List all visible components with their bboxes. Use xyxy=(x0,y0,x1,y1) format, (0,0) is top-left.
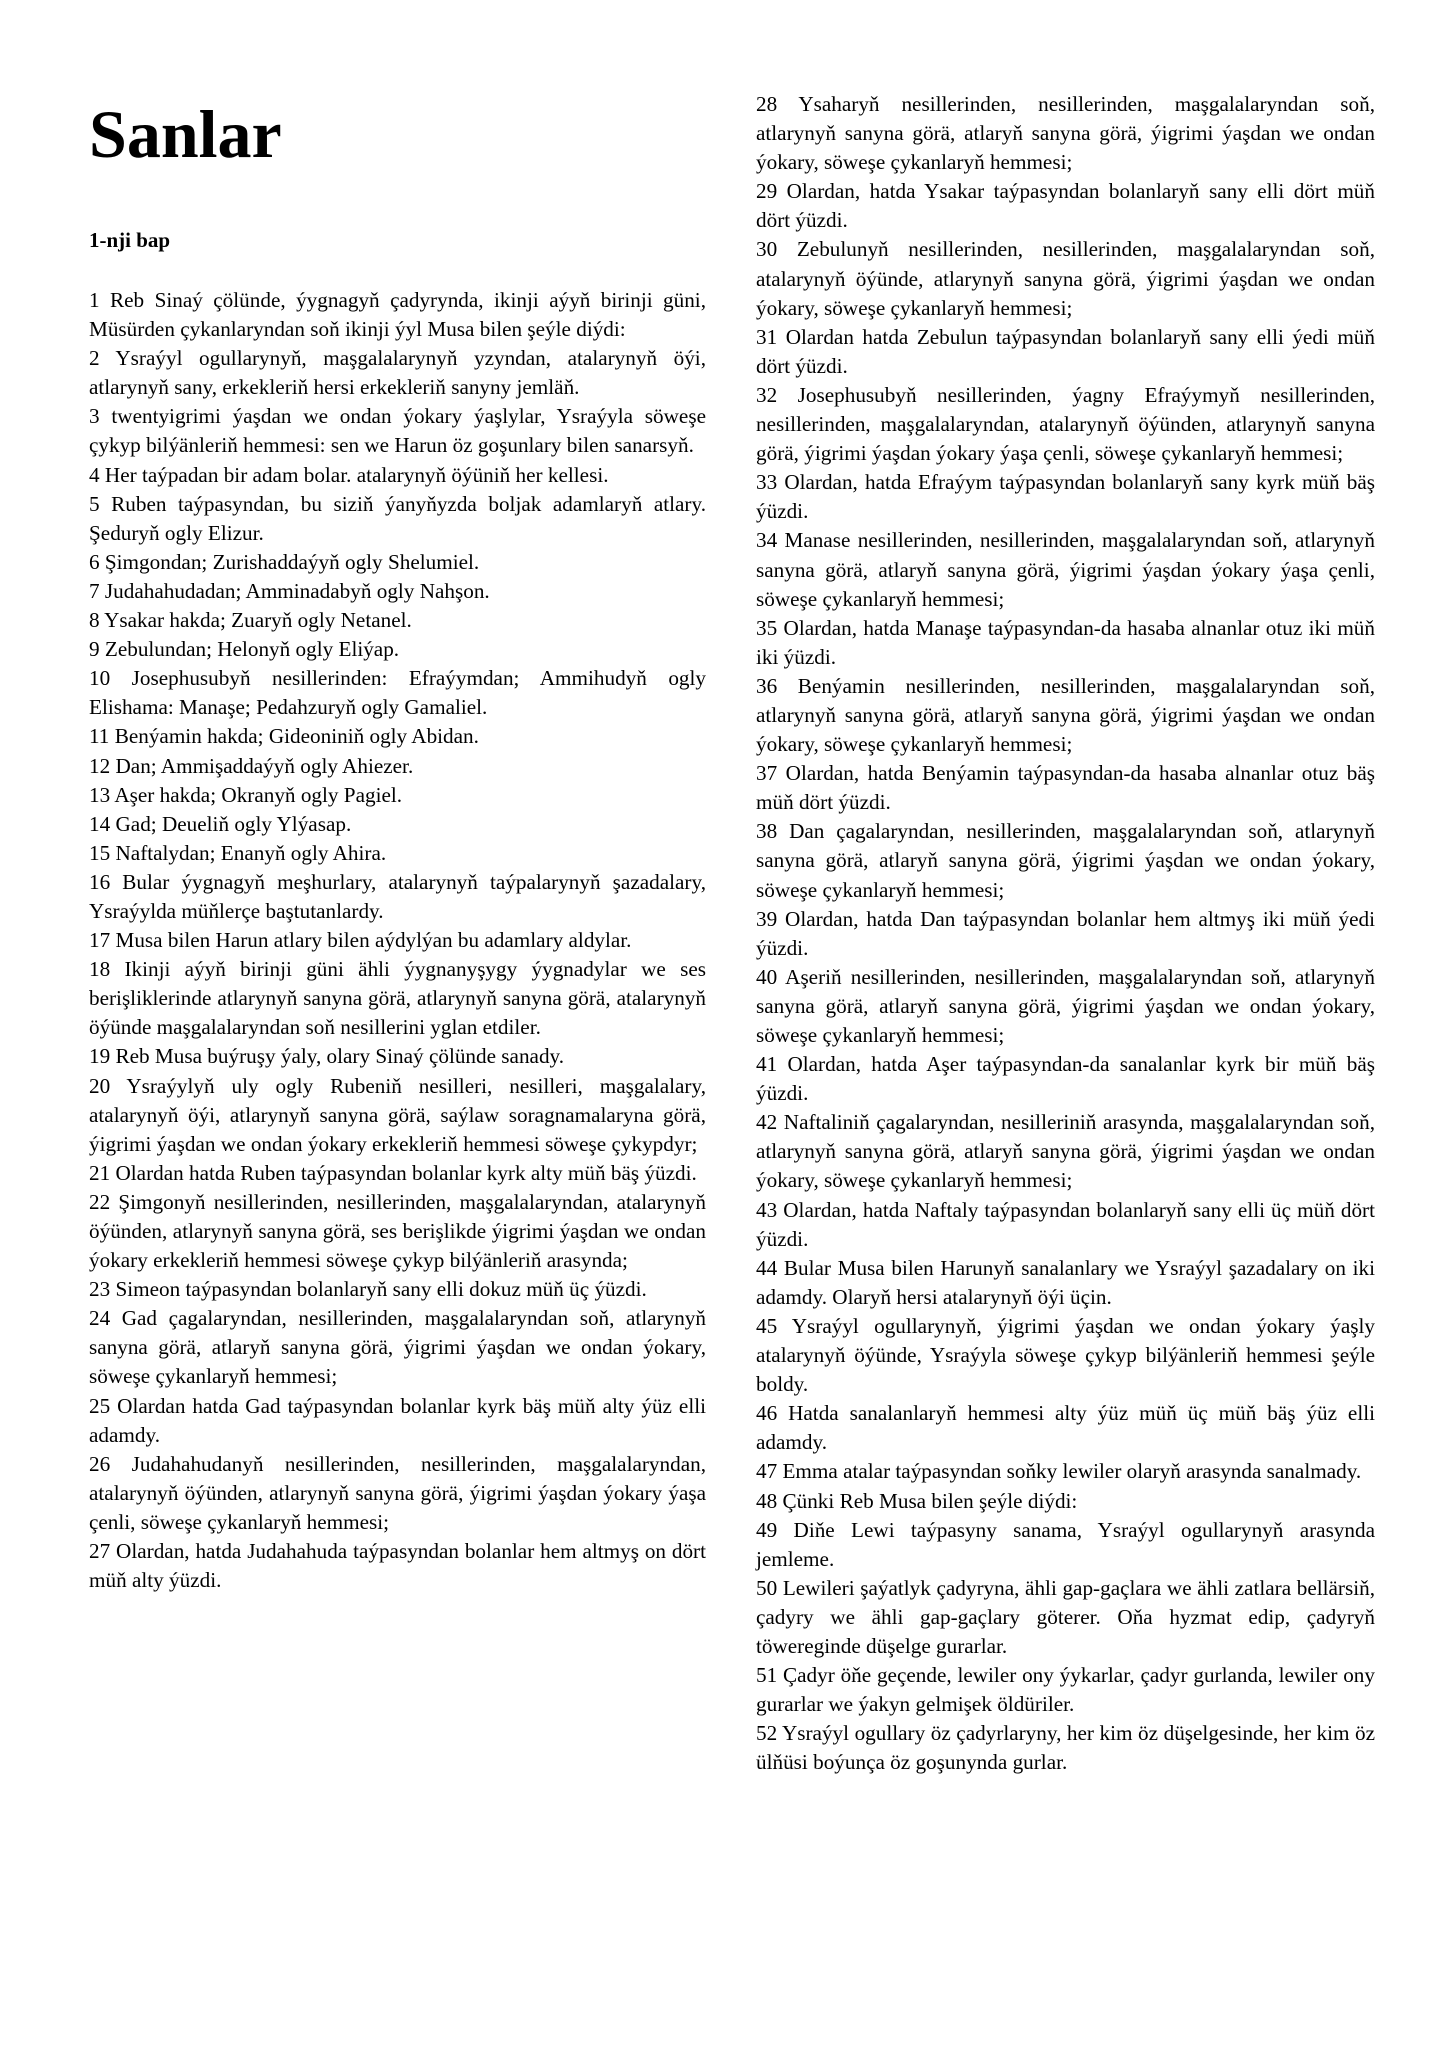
verse-paragraph: 31 Olardan hatda Zebulun taýpasyndan bolanlaryň sany elli ýedi müň dört ýüzdi. xyxy=(756,324,1375,378)
verse-paragraph: 10 Josephusubyň nesillerinden: Efraýymdan; Ammihudyň ogly Elishama: Manaşe; Pedahzuryň ogly Gamaliel. xyxy=(89,666,706,720)
verse-paragraph: 30 Zebulunyň nesillerinden, nesillerinden, maşgalalaryndan soň, atalarynyň öýünde, atlarynyň sanyna görä, ýigrimi ýaşdan we ondan ýokary, söweşe çykanlaryň hemmesi; xyxy=(756,237,1375,320)
verse-paragraph: 27 Olardan, hatda Judahahuda taýpasyndan bolanlar hem altmyş on dört müň alty ýüzdi. xyxy=(89,1539,706,1593)
verse-list-left xyxy=(89,286,706,1595)
verse-paragraph: 25 Olardan hatda Gad taýpasyndan bolanlar kyrk bäş müň alty ýüz elli adamdy. xyxy=(89,1393,706,1447)
verse-paragraph: 7 Judahahudadan; Amminadabyň ogly Nahşon. xyxy=(89,578,490,603)
verse-paragraph: 22 Şimgonyň nesillerinden, nesillerinden, maşgalalaryndan, atalarynyň öýünden, atlarynyň sanyna görä, ses berişlikde ýigrimi ýaşdan we ondan ýokary erkekleriň hemmesi söweşe çykyp bilýänleriň arasynda; xyxy=(89,1189,706,1273)
verse-paragraph: 16 Bular ýygnagyň meşhurlary, atalarynyň taýpalarynyň şazadalary, Ysraýylda müňlerçe baştutanlardy. xyxy=(89,869,706,923)
verse-paragraph: 1 Reb Sinaý çölünde, ýygnagyň çadyrynda, ikinji aýyň birinji güni, Müsürden çykanlaryndan soň ikinji ýyl Musa bilen şeýle diýdi: xyxy=(89,288,706,342)
verse-paragraph: 8 Ysakar hakda; Zuaryň ogly Netanel. xyxy=(89,608,412,633)
verse-paragraph: 40 Aşeriň nesillerinden, nesillerinden, maşgalalaryndan soň, atlarynyň sanyna görä, atlaryň sanyna görä, ýigrimi ýaşdan we ondan ýokary, söweşe çykanlaryň hemmesi; xyxy=(756,964,1375,1047)
verse-paragraph: 43 Olardan, hatda Naftaly taýpasyndan bolanlaryň sany elli üç müň dört ýüzdi. xyxy=(756,1197,1375,1251)
verse-paragraph: 9 Zebulundan; Helonyň ogly Eliýap. xyxy=(89,637,400,662)
verse-paragraph: 51 Çadyr öňe geçende, lewiler ony ýykarlar, çadyr gurlanda, lewiler ony gurarlar we ýakyn gelmişek öldüriler. xyxy=(756,1663,1375,1717)
verse-paragraph: 2 Ysraýyl ogullarynyň, maşgalalarynyň yzyndan, atalarynyň öýi, atlarynyň sany, erkekleriň hersi erkekleriň sanyny jemläň. xyxy=(89,346,706,400)
verse-paragraph: 3 twentyigrimi ýaşdan we ondan ýokary ýaşlylar, Ysraýyla söweşe çykyp bilýänleriň hemmesi: sen we Harun öz goşunlary bilen sanarsyň. xyxy=(89,404,706,458)
verse-list-right xyxy=(756,90,1375,1777)
verse-paragraph: 4 Her taýpadan bir adam bolar. atalarynyň öýüniň her kellesi. xyxy=(89,462,609,487)
verse-paragraph: 29 Olardan, hatda Ysakar taýpasyndan bolanlaryň sany elli dört müň dört ýüzdi. xyxy=(756,179,1375,233)
verse-paragraph: 41 Olardan, hatda Aşer taýpasyndan-da sanalanlar kyrk bir müň bäş ýüzdi. xyxy=(756,1052,1375,1106)
verse-paragraph: 28 Ysaharyň nesillerinden, nesillerinden, maşgalalaryndan soň, atlarynyň sanyna görä, atlaryň sanyna görä, ýigrimi ýaşdan we ondan ýokary, söweşe çykanlaryň hemmesi; xyxy=(756,92,1375,175)
verse-paragraph: 35 Olardan, hatda Manaşe taýpasyndan-da hasaba alnanlar otuz iki müň iki ýüzdi. xyxy=(756,615,1375,669)
verse-paragraph: 52 Ysraýyl ogullary öz çadyrlaryny, her kim öz düşelgesinde, her kim öz ülňüsi boýunça öz goşunynda gurlar. xyxy=(756,1721,1375,1775)
verse-paragraph: 44 Bular Musa bilen Harunyň sanalanlary we Ysraýyl şazadalary on iki adamdy. Olaryň hersi atalarynyň öýi üçin. xyxy=(756,1255,1375,1309)
verse-paragraph: 46 Hatda sanalanlaryň hemmesi alty ýüz müň üç müň bäş ýüz elli adamdy. xyxy=(756,1401,1375,1455)
verse-paragraph: 15 Naftalydan; Enanyň ogly Ahira. xyxy=(89,840,387,865)
right-column xyxy=(756,90,1375,1777)
verse-paragraph: 26 Judahahudanyň nesillerinden, nesillerinden, maşgalalaryndan, atalarynyň öýünden, atlarynyň sanyna görä, ýigrimi ýaşdan ýokary ýaşa çenli, söweşe çykanlaryň hemmesi; xyxy=(89,1451,706,1534)
page-title: Sanlar xyxy=(89,96,282,172)
verse-paragraph: 39 Olardan, hatda Dan taýpasyndan bolanlar hem altmyş iki müň ýedi ýüzdi. xyxy=(756,906,1375,960)
verse-paragraph: 13 Aşer hakda; Okranyň ogly Pagiel. xyxy=(89,782,403,807)
verse-paragraph: 6 Şimgondan; Zurishaddaýyň ogly Shelumiel. xyxy=(89,549,480,574)
verse-paragraph: 20 Ysraýylyň uly ogly Rubeniň nesilleri, nesilleri, maşgalalary, atalarynyň öýi, atlarynyň sanyna görä, saýlaw soragnamalaryna görä, ýigrimi ýaşdan we ondan ýokary erkekleriň hemmesi söweşe çykypdyr; xyxy=(89,1073,706,1156)
verse-paragraph: 17 Musa bilen Harun atlary bilen aýdylýan bu adamlary aldylar. xyxy=(89,928,632,953)
verse-paragraph: 38 Dan çagalaryndan, nesillerinden, maşgalalaryndan soň, atlarynyň sanyna görä, atlaryň sanyna görä, ýigrimi ýaşdan we ondan ýokary, söweşe çykanlaryň hemmesi; xyxy=(756,819,1375,902)
verse-paragraph: 42 Naftaliniň çagalaryndan, nesilleriniň arasynda, maşgalalaryndan soň, atlarynyň sanyna görä, atlaryň sanyna görä, ýigrimi ýaşdan we ondan ýokary, söweşe çykanlaryň hemmesi; xyxy=(756,1110,1375,1193)
chapter-heading: 1-nji bap xyxy=(89,228,171,252)
verse-paragraph: 32 Josephusubyň nesillerinden, ýagny Efraýymyň nesillerinden, nesillerinden, maşgalalaryndan, atalarynyň öýünden, atlarynyň sanyna görä, ýigrimi ýaşdan ýokary ýaşa çenli, söweşe çykanlaryň hemmesi; xyxy=(756,382,1375,466)
verse-paragraph: 47 Emma atalar taýpasyndan soňky lewiler olaryň arasynda sanalmady. xyxy=(756,1459,1362,1484)
verse-paragraph: 48 Çünki Reb Musa bilen şeýle diýdi: xyxy=(756,1488,1078,1513)
verse-paragraph: 33 Olardan, hatda Efraýym taýpasyndan bolanlaryň sany kyrk müň bäş ýüzdi. xyxy=(756,470,1375,524)
verse-paragraph: 34 Manase nesillerinden, nesillerinden, maşgalalaryndan soň, atlarynyň sanyna görä, atlaryň sanyna görä, ýigrimi ýaşdan ýokary ýaşa çenli, söweşe çykanlaryň hemmesi; xyxy=(756,528,1375,611)
verse-paragraph: 50 Lewileri şaýatlyk çadyryna, ähli gap-gaçlara we ähli zatlara bellärsiň, çadyry we ähli gap-gaçlary göterer. Oňa hyzmat edip, çadyryň töwereginde düşelge gurarlar. xyxy=(756,1575,1375,1658)
verse-paragraph: 21 Olardan hatda Ruben taýpasyndan bolanlar kyrk alty müň bäş ýüzdi. xyxy=(89,1160,697,1185)
verse-paragraph: 45 Ysraýyl ogullarynyň, ýigrimi ýaşdan we ondan ýokary ýaşly atalarynyň öýünde, Ysraýyla söweşe çykyp bilýänleriň hemmesi şeýle boldy. xyxy=(756,1313,1375,1397)
verse-paragraph: 37 Olardan, hatda Benýamin taýpasyndan-da hasaba alnanlar otuz bäş müň dört ýüzdi. xyxy=(756,761,1375,815)
verse-paragraph: 19 Reb Musa buýruşy ýaly, olary Sinaý çölünde sanady. xyxy=(89,1044,565,1069)
verse-paragraph: 23 Simeon taýpasyndan bolanlaryň sany elli dokuz müň üç ýüzdi. xyxy=(89,1277,647,1302)
verse-paragraph: 18 Ikinji aýyň birinji güni ähli ýygnanyşygy ýygnadylar we ses berişliklerinde atlarynyň sanyna görä, atlarynyň sanyna görä, atalarynyň öýünde maşgalalaryndan soň nesillerini yglan etdiler. xyxy=(89,957,706,1040)
verse-paragraph: 5 Ruben taýpasyndan, bu siziň ýanyňyzda boljak adamlaryň atlary. Şeduryň ogly Elizur. xyxy=(89,491,706,545)
left-column xyxy=(89,94,706,1595)
verse-paragraph: 36 Benýamin nesillerinden, nesillerinden, maşgalalaryndan soň, atlarynyň sanyna görä, atlaryň sanyna görä, ýigrimi ýaşdan we ondan ýokary, söweşe çykanlaryň hemmesi; xyxy=(756,673,1375,757)
verse-paragraph: 11 Benýamin hakda; Gideoniniň ogly Abidan. xyxy=(89,724,479,749)
verse-paragraph: 12 Dan; Ammişaddaýyň ogly Ahiezer. xyxy=(89,753,414,778)
verse-paragraph: 14 Gad; Deueliň ogly Ylýasap. xyxy=(89,811,352,836)
verse-paragraph: 24 Gad çagalaryndan, nesillerinden, maşgalalaryndan soň, atlarynyň sanyna görä, atlaryň sanyna görä, ýigrimi ýaşdan we ondan ýokary, söweşe çykanlaryň hemmesi; xyxy=(89,1306,706,1389)
verse-paragraph: 49 Diňe Lewi taýpasyny sanama, Ysraýyl ogullarynyň arasynda jemleme. xyxy=(756,1517,1375,1571)
